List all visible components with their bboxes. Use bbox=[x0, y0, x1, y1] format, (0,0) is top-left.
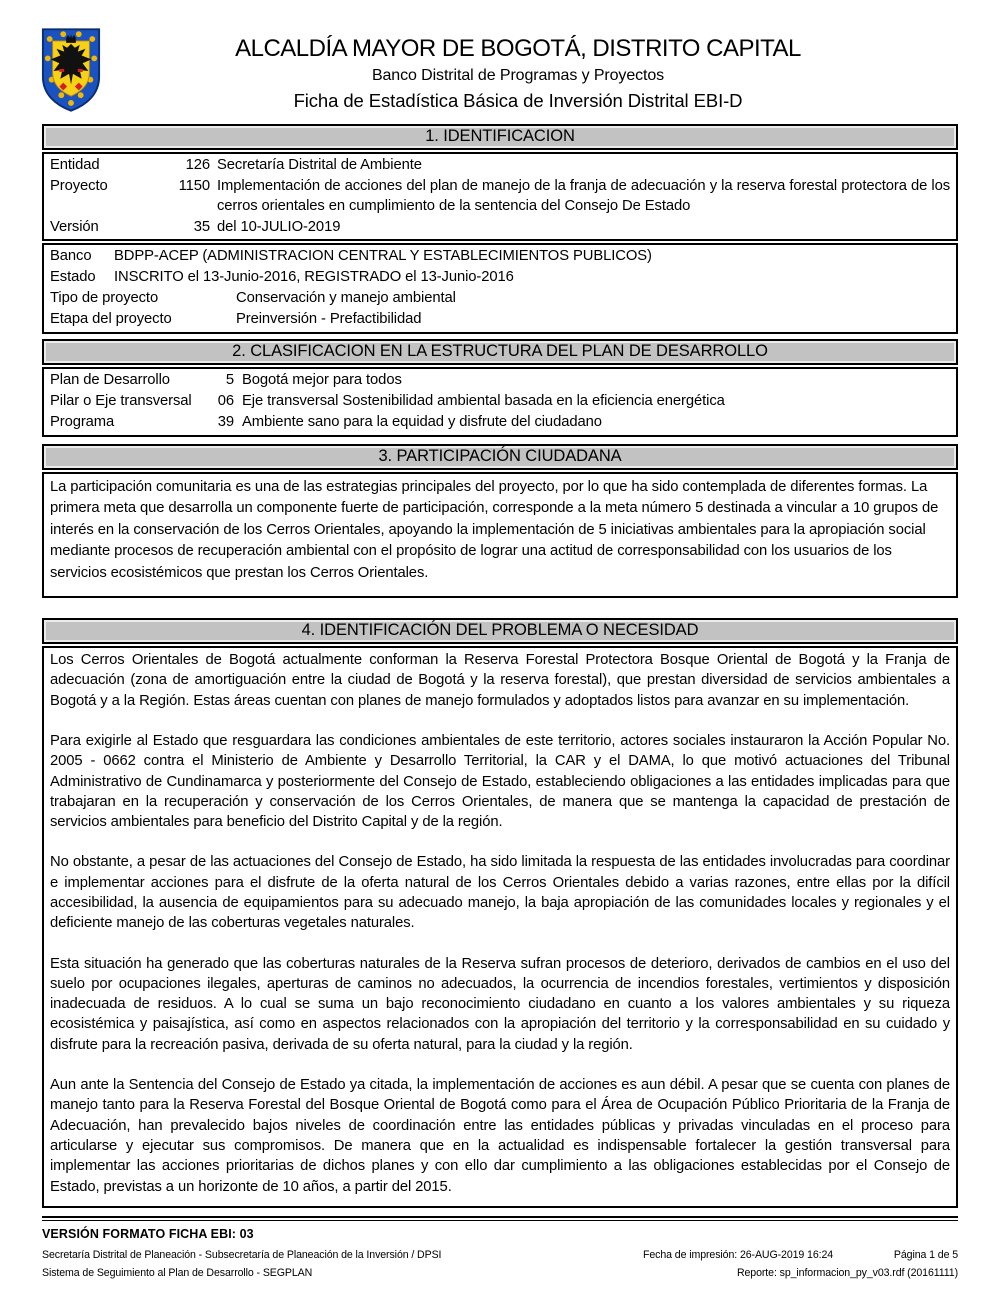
row-programa bbox=[50, 412, 950, 433]
footer-system-line: Sistema de Seguimiento al Plan de Desarrollo - SEGPLAN bbox=[42, 1266, 313, 1279]
section4-header: 4. IDENTIFICACIÓN DEL PROBLEMA O NECESIDAD bbox=[42, 618, 958, 644]
row-estado bbox=[50, 267, 950, 288]
problem-paragraph: Aun ante la Sentencia del Consejo de Estado ya citada, la implementación de acciones es aun débil. A pesar que se cuenta con planes de manejo tanto para la Reserva Forestal del Bosque Oriental de Bogotá como para el Área de Ocupación Público Prioritaria de la Franja de Adecuación, han prevalecido bajos niveles de coordinación entre las entidades públicas y privadas vinculadas en el proceso para articularse y ejecutar sus compromisos. De manera que en la actualidad es indispensable fortalecer la gestión transversal para implementar las acciones prioritarias de dichos planes y con ello dar cumplimiento a las obligaciones establecidas por el Consejo de Estado, previstas a un horizonte de 10 años, a partir del 2015. bbox=[50, 1077, 950, 1195]
etapa-proyecto-label: Etapa del proyecto bbox=[50, 311, 172, 327]
row-banco bbox=[50, 246, 950, 267]
programa-code: 39 bbox=[217, 414, 234, 430]
pilar-eje-code: 06 bbox=[217, 393, 234, 409]
plan-desarrollo-code: 5 bbox=[225, 372, 234, 388]
page-footer bbox=[42, 1247, 958, 1282]
row-proyecto bbox=[50, 176, 950, 217]
pilar-eje-label: Pilar o Eje transversal bbox=[50, 393, 192, 409]
participacion-box bbox=[42, 472, 958, 598]
section3-header: 3. PARTICIPACIÓN CIUDADANA bbox=[42, 444, 958, 470]
proyecto-label: Proyecto bbox=[50, 177, 108, 194]
row-version bbox=[50, 217, 950, 238]
header-titles bbox=[104, 26, 932, 120]
section1-header: 1. IDENTIFICACION bbox=[42, 124, 958, 150]
row-entidad bbox=[50, 155, 950, 176]
pilar-eje-value: Eje transversal Sostenibilidad ambiental basada en la eficiencia energética bbox=[242, 393, 725, 409]
participacion-text: La participación comunitaria es una de las estrategias principales del proyecto, por lo que ha sido contemplada de diferentes formas. La primera meta que desarrolla un componente fuerte de participación, corresponde a la meta número 5 destinada a vincular a 10 grupos de interés en la conservación de los Cerros Orientales, apoyando la implementación de 5 iniciativas ambientales para la apropiación social mediante procesos de recuperación ambiental con el propósito de lograr una actitud de corresponsabilidad con los usuarios de los servicios ecosistémicos que prestan los Cerros Orientales. bbox=[50, 479, 939, 581]
entidad-code: 126 bbox=[185, 157, 210, 173]
header-spacer bbox=[932, 26, 958, 120]
report-id: Reporte: sp_informacion_py_v03.rdf (20161111) bbox=[736, 1266, 958, 1279]
format-version-label: VERSIÓN FORMATO FICHA EBI: 03 bbox=[42, 1227, 254, 1241]
footer-print-line bbox=[643, 1247, 958, 1265]
plan-desarrollo-label: Plan de Desarrollo bbox=[50, 372, 170, 388]
problem-paragraph: Esta situación ha generado que las coberturas naturales de la Reserva sufran procesos de deterioro, derivados de cambios en el uso del suelo por ocupaciones ilegales, aperturas de caminos no adecuados, la ocurrencia de incendios forestales, vertimientos y disposición inadecuada de residuos. A lo cual se suma un bajo reconocimiento ciudadano en cuanto a los valores ambientales y su riqueza ecosistémica y paisajística, así como en aspectos relacionados con la apropiación del territorio y la corresponsabilidad en su cuidado y disfrute para la recreación pasiva, derivada de su oferta natural, para la ciudad y la región. bbox=[50, 955, 950, 1053]
version-date: del 10-JULIO-2019 bbox=[217, 218, 341, 235]
row-plan-desarrollo bbox=[50, 370, 950, 391]
banco-estado-box bbox=[42, 243, 958, 334]
tipo-proyecto-value: Conservación y manejo ambiental bbox=[236, 290, 456, 306]
version-number: 35 bbox=[193, 218, 210, 235]
page-number: Página 1 de 5 bbox=[893, 1249, 958, 1261]
version-label: Versión bbox=[50, 218, 99, 235]
problema-box bbox=[42, 646, 958, 1208]
row-etapa-proyecto bbox=[50, 309, 950, 330]
footer-right-column bbox=[643, 1247, 958, 1282]
proyecto-code: 1150 bbox=[178, 177, 210, 194]
footer-left-column bbox=[42, 1247, 643, 1282]
plan-desarrollo-value: Bogotá mejor para todos bbox=[242, 372, 402, 388]
document-header bbox=[42, 26, 958, 120]
footer-entity-line: Secretaría Distrital de Planeación - Subsecretaría de Planeación de la Inversión / DPSI bbox=[42, 1249, 442, 1261]
problem-paragraph: Para exigirle al Estado que resguardara las condiciones ambientales de este territorio, actores sociales instauraron la Acción Popular No. 2005 - 0662 contra el Ministerio de Ambiente y Desarrollo Territorial, la CAR y el DAMA, lo que motivó actuaciones del Tribunal Administrativo de Cundinamarca y posteriormente del Consejo de Estado, estableciendo obligaciones a las entidades implicadas para que trabajaran en la recuperación y conservación de los Cerros Orientales, de manera que se mantenga la capacidad de prestación de servicios ambientales para beneficio del Distrito Capital y de la región. bbox=[50, 732, 950, 831]
banco-value: BDPP-ACEP (ADMINISTRACION CENTRAL Y ESTABLECIMIENTOS PUBLICOS) bbox=[114, 248, 652, 264]
clasificacion-box bbox=[42, 367, 958, 437]
row-tipo-proyecto bbox=[50, 288, 950, 309]
print-date: Fecha de impresión: 26-AUG-2019 16:24 bbox=[643, 1249, 834, 1261]
subtitle-banco: Banco Distrital de Programas y Proyectos bbox=[371, 67, 665, 84]
entidad-label: Entidad bbox=[50, 157, 100, 173]
proyecto-value: Implementación de acciones del plan de manejo de la franja de adecuación y la reserva forestal protectora de los cerros orientales en cumplimiento de la sentencia del Consejo De Estado bbox=[217, 177, 950, 214]
bogota-coat-of-arms-icon bbox=[40, 26, 104, 120]
identification-box bbox=[42, 152, 958, 241]
tipo-proyecto-label: Tipo de proyecto bbox=[50, 290, 159, 306]
subtitle-ficha: Ficha de Estadística Básica de Inversión Distrital EBI-D bbox=[293, 90, 743, 111]
programa-value: Ambiente sano para la equidad y disfrute del ciudadano bbox=[242, 414, 602, 430]
main-title: ALCALDÍA MAYOR DE BOGOTÁ, DISTRITO CAPITAL bbox=[235, 35, 801, 62]
estado-value: INSCRITO el 13-Junio-2016, REGISTRADO el 13-Junio-2016 bbox=[114, 269, 514, 285]
etapa-proyecto-value: Preinversión - Prefactibilidad bbox=[236, 311, 422, 327]
problem-paragraph: Los Cerros Orientales de Bogotá actualmente conforman la Reserva Forestal Protectora Bosque Oriental de Bogotá y la Franja de adecuación (zona de amortiguación entre la ciudad de Bogotá y la reserva forestal), que prestan diversidad de servicios ambientales a Bogotá y a la Región. Estas áreas cuentan con planes de manejo formulados y adoptados listos para avanzar en su implementación. bbox=[50, 652, 950, 709]
section2-header: 2. CLASIFICACION EN LA ESTRUCTURA DEL PLAN DE DESARROLLO bbox=[42, 339, 958, 365]
banco-label: Banco bbox=[50, 248, 92, 264]
problem-paragraph: No obstante, a pesar de las actuaciones del Consejo de Estado, ha sido limitada la respuesta de las entidades involucradas para coordinar e implementar acciones para el disfrute de la oferta natural de los Cerros Orientales debido a varias razones, entre ellas por la difícil accesibilidad, la ausencia de equipamientos para su adecuado manejo, la baja apropiación de las comunidades locales y regionales y el deficiente manejo de las coberturas vegetales naturales. bbox=[50, 854, 950, 932]
footer-divider bbox=[42, 1216, 958, 1221]
entidad-value: Secretaría Distrital de Ambiente bbox=[217, 157, 422, 173]
estado-label: Estado bbox=[50, 269, 96, 285]
programa-label: Programa bbox=[50, 414, 115, 430]
row-pilar-eje bbox=[50, 391, 950, 412]
